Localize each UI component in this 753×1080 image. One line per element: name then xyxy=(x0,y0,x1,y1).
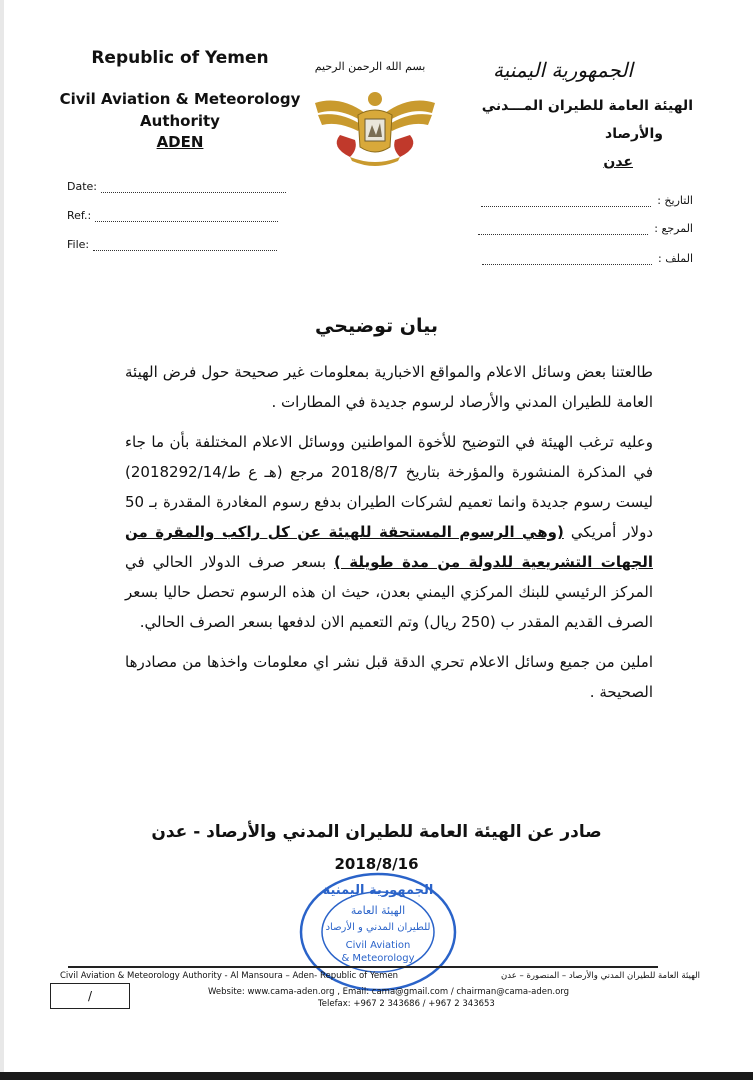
paragraph-2-part-a: وعليه ترغب الهيئة في التوضيح للأخوة المواطنين ووسائل الاعلام المختلفة بأن ما جاء في المذكرة المنشورة والمؤرخة بتاريخ 2018/8/7 مرجع (هـ ع ط/2018292/14) ليست رسوم جديدة وانما تعميم لشركات الطيران بدفع رسوم المغادرة المقدرة بـ 50 دولار أمريكي xyxy=(125,433,654,541)
paragraph-2 xyxy=(125,427,653,637)
stamp-line-1: الهيئة العامة xyxy=(350,904,406,917)
issuer-line: صادر عن الهيئة العامة للطيران المدني والأرصاد - عدن xyxy=(151,822,602,842)
arabic-authority-line2: والأرصاد xyxy=(605,126,663,142)
arabic-authority-name xyxy=(463,92,693,176)
paragraph-3: املين من جميع وسائل الاعلام تحري الدقة قبل نشر اي معلومات واخذها من مصادرها الصحيحة . xyxy=(125,653,653,701)
arabic-country-title: الجمهورية اليمنية xyxy=(492,58,633,82)
arabic-city: عدن xyxy=(603,154,633,170)
stamp-line-3: Civil Aviation xyxy=(345,940,411,951)
arabic-date-field xyxy=(481,194,693,207)
file-field xyxy=(67,238,277,251)
footer-address xyxy=(60,971,700,981)
scan-bottom-edge xyxy=(0,1072,753,1080)
footer-address-en: Civil Aviation & Meteorology Authority - Al Mansoura – Aden- Republic of Yemen xyxy=(60,971,399,981)
footer-rule xyxy=(68,966,658,968)
arabic-file-dots xyxy=(482,254,652,265)
stamp-line-4: & Meteorology xyxy=(341,953,415,964)
page-marker-box: / xyxy=(50,983,130,1009)
date-dots xyxy=(101,182,286,193)
english-authority-line1: Civil Aviation & Meteorology xyxy=(59,90,301,108)
arabic-ref-label: المرجع : xyxy=(654,222,693,235)
arabic-file-field xyxy=(482,252,693,265)
arabic-date-dots xyxy=(481,196,651,207)
english-country-title: Republic of Yemen xyxy=(91,48,269,68)
file-dots xyxy=(93,240,277,251)
arabic-date-label: التاريخ : xyxy=(657,194,693,207)
issue-date: 2018/8/16 xyxy=(334,855,419,873)
ref-field xyxy=(67,209,278,222)
date-label: Date: xyxy=(67,180,97,193)
document-body xyxy=(125,357,653,717)
english-authority-line2: Authority xyxy=(140,112,220,130)
ref-label: Ref.: xyxy=(67,209,92,222)
paragraph-1: طالعتنا بعض وسائل الاعلام والمواقع الاخبارية بمعلومات غير صحيحة حول فرض الهيئة العامة للطيران المدني والأرصاد لرسوم جديدة في المطارات . xyxy=(125,363,653,411)
arabic-authority-line1: الهيئة العامة للطيران المـــدني xyxy=(481,98,693,114)
footer-telefax: Telefax: +967 2 343686 / +967 2 343653 xyxy=(318,999,495,1009)
yemen-eagle-emblem-icon xyxy=(310,85,440,170)
arabic-ref-dots xyxy=(478,224,648,235)
ref-dots xyxy=(95,211,278,222)
bismillah: بسم الله الرحمن الرحيم xyxy=(314,60,426,73)
date-field xyxy=(67,180,286,193)
paragraph-2-emphasis: (وهي الرسوم المستحقة للهيئة عن كل راكب والمقرة من الجهات التشريعية للدولة من مدة طويلة ) xyxy=(125,523,653,571)
english-authority-name xyxy=(50,88,310,132)
english-city: ADEN xyxy=(156,133,204,151)
stamp-line-2: للطيران المدني و الأرصاد xyxy=(325,922,431,933)
arabic-ref-field xyxy=(478,222,693,235)
paragraph-2-part-b: بسعر صرف الدولار الحالي في المركز الرئيسي للبنك المركزي اليمني بعدن، حيث ان هذه الرسوم تحصل حاليا بسعر الصرف القديم المقدر ب (250 ريال) وتم التعميم الان لدفعها بسعر الصرف الحالي. xyxy=(125,553,653,631)
document-title: بيان توضيحي xyxy=(315,315,438,337)
file-label: File: xyxy=(67,238,90,251)
scan-edge xyxy=(0,0,4,1080)
stamp-ring-text: الجمهورية اليمنية xyxy=(322,883,434,898)
arabic-file-label: الملف : xyxy=(658,252,693,265)
footer-website: Website: www.cama-aden.org , Email: cama@gmail.com / chairman@cama-aden.org xyxy=(208,987,570,997)
footer-address-ar: الهيئة العامة للطيران المدني والأرصاد – المنصورة – عدن xyxy=(501,971,700,981)
